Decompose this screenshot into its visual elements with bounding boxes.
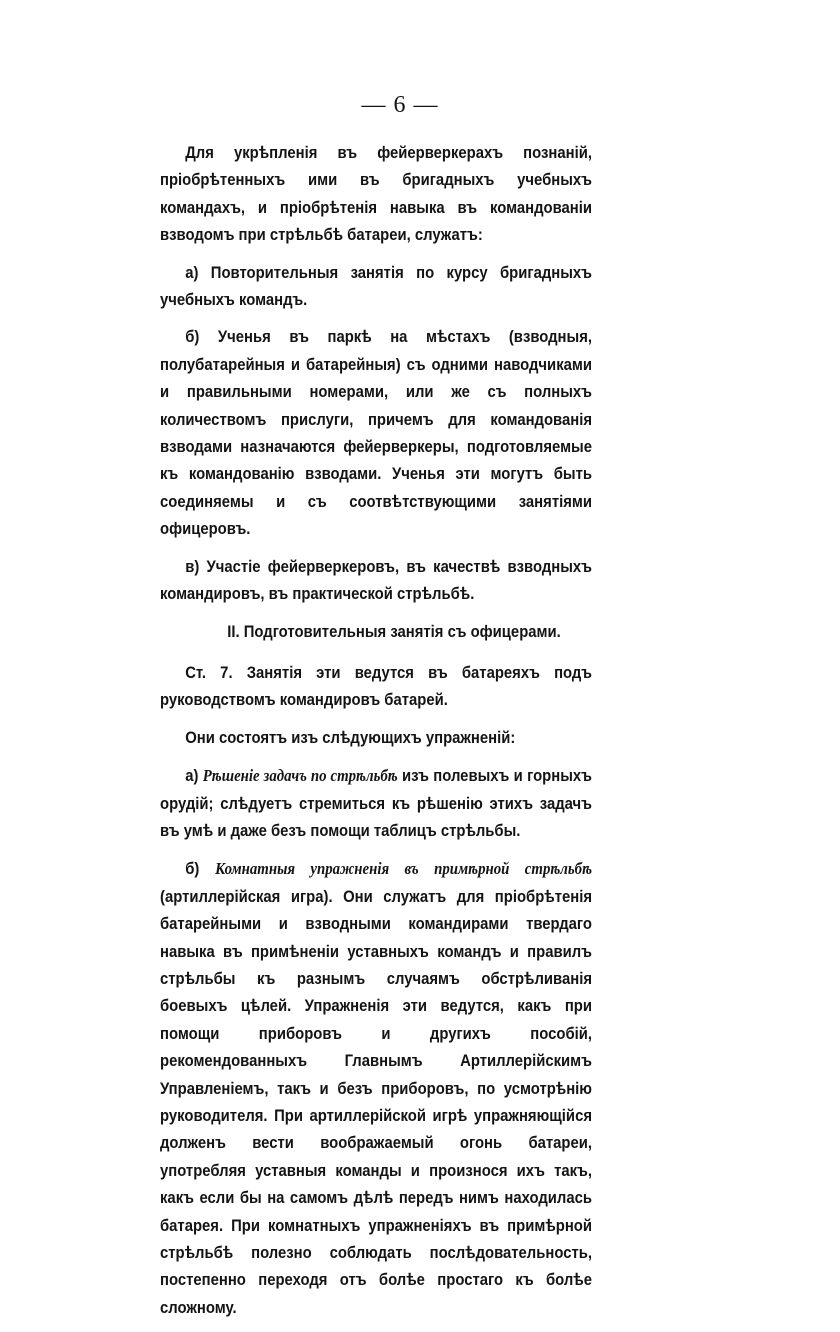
list-item-b-drills: б) Ученья въ паркѣ на мѣстахъ (взводныя, полубатарейныя и батарейныя) съ одними наводчиками и правильными номерами, или же съ полныхъ количествомъ прислуги, причемъ для командованія взводами назначаются фейерверкеры, подготовляемые къ командованію взводами. Ученья эти могутъ быть соединяемы и съ соотвѣтствующими занятіями офицеровъ. <box>160 328 592 539</box>
list-item-a-problems <box>160 762 592 845</box>
list-item-b-body: (артиллерійская игра). Они служатъ для пріобрѣтенія батарейными и взводными командирами твердаго навыка въ примѣненіи уставныхъ командъ и правилъ стрѣльбы къ разнымъ случаямъ обстрѣливанія боевыхъ цѣлей. Упражненія эти ведутся, какъ при помощи приборовъ и другихъ пособій, рекомендованныхъ Главнымъ Артиллерійскимъ Управленіемъ, такъ и безъ приборовъ, по усмотрѣнію руководителя. При артиллерійской игрѣ упражняющійся долженъ вести воображаемый огонь батареи, употребляя уставныя команды и произнося ихъ такъ, какъ если бы на самомъ дѣлѣ передъ нимъ находилась батарея. При комнатныхъ упражненіяхъ въ примѣрной стрѣльбѣ полезно соблюдать послѣдовательность, постепенно переходя отъ болѣе простаго къ болѣе сложному. <box>160 887 592 1317</box>
section-heading: II. Подготовительныя занятія съ офицерами. <box>227 622 561 641</box>
list-item-a-prefix: а) <box>185 767 203 786</box>
list-item-v-participation: в) Участіе фейерверкеровъ, въ качествѣ взводныхъ командировъ, въ практической стрѣльбѣ. <box>160 557 592 604</box>
list-item-a-italic-title: Рѣшеніе задачъ по стрѣльбѣ <box>202 766 398 786</box>
intro-paragraph: Для укрѣпленія въ фейерверкерахъ познаній, пріобрѣтенныхъ ими въ бригадныхъ учебныхъ командахъ, и пріобрѣтенія навыка въ командованіи взводомъ при стрѣльбѣ батареи, служатъ: <box>160 144 592 245</box>
list-item-b-prefix: б) <box>185 860 216 879</box>
page-number: — 6 — <box>361 92 439 118</box>
article-7-paragraph: Ст. 7. Занятія эти ведутся въ батареяхъ подъ руководствомъ командировъ батарей. <box>160 663 592 710</box>
exercises-intro: Они состоятъ изъ слѣдующихъ упражненій: <box>185 728 516 747</box>
list-item-b-room-exercises <box>160 855 592 1322</box>
list-item-a-body: изъ полевыхъ и горныхъ орудій; слѣдуетъ стремиться къ рѣшенію этихъ задачъ въ умѣ и даже безъ помощи таблицъ стрѣльбы. <box>160 767 592 840</box>
body-text <box>160 140 592 1332</box>
list-item-a-repetition: а) Повторительныя занятія по курсу бригадныхъ учебныхъ командъ. <box>160 263 592 310</box>
list-item-b-italic-title: Комнатныя упражненія въ примѣрной стрѣльбѣ <box>215 859 593 879</box>
